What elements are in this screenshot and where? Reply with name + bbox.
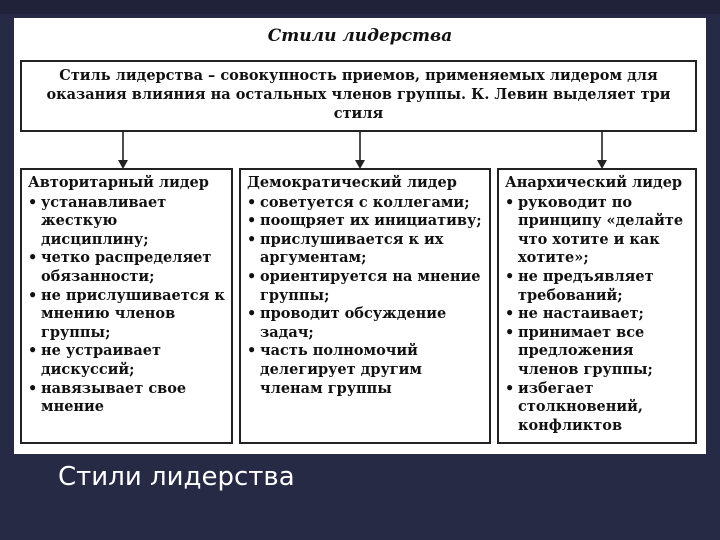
list-item: • прислушивается к их аргументам; [247,231,483,268]
anarchic-style-box [497,168,697,444]
list-item: • не настаивает; [505,305,689,324]
definition-text: совокупность приемов, применяемых лидером для оказания влияния на остальных членов группы. К. Левин выделяет три стиля [46,67,671,122]
arrow-down-icon [354,132,366,170]
style-traits-list [28,194,225,417]
democratic-style-box [239,168,491,444]
arrow-down-icon [117,132,129,170]
scanned-diagram [14,18,706,454]
list-item: • не устраивает дискуссий; [28,342,225,379]
definition-box [20,60,697,132]
list-item: • не предъявляет требований; [505,268,689,305]
style-traits-list [247,194,483,399]
slide-caption: Стили лидерства [58,462,295,492]
top-strip [0,0,720,14]
list-item: • ориентируется на мнение группы; [247,268,483,305]
list-item: • не прислушивается к мнению членов группы; [28,287,225,343]
list-item: • руководит по принципу «делайте что хотите и как хотите»; [505,194,689,268]
list-item: • навязывает свое мнение [28,380,225,417]
diagram-heading: Стили лидерства [267,26,453,46]
list-item: • часть полномочий делегирует другим членам группы [247,342,483,398]
list-item: • принимает все предложения членов группы; [505,324,689,380]
list-item: • избегает столкновений, конфликтов [505,380,689,436]
list-item: • советуется с коллегами; [247,194,483,213]
list-item: • проводит обсуждение задач; [247,305,483,342]
style-traits-list [505,194,689,436]
style-title: Демократический лидер [247,174,457,191]
list-item: • устанавливает жесткую дисциплину; [28,194,225,250]
definition-term: Стиль лидерства – [59,67,216,84]
list-item: • четко распределяет обязанности; [28,249,225,286]
authoritarian-style-box [20,168,233,444]
list-item: • поощряет их инициативу; [247,212,483,231]
arrow-down-icon [596,132,608,170]
style-title: Анархический лидер [505,174,683,191]
style-title: Авторитарный лидер [28,174,209,191]
